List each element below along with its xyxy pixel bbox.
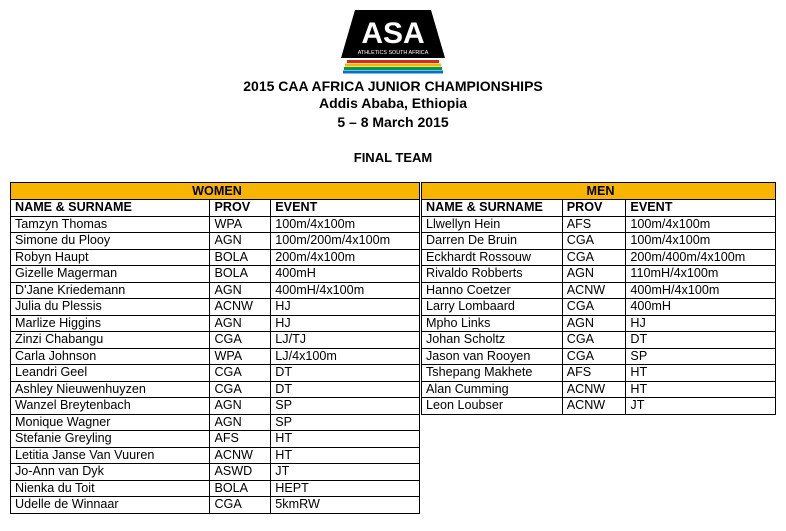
logo-stripe bbox=[344, 67, 442, 70]
women-table bbox=[10, 182, 420, 514]
men-row bbox=[422, 381, 776, 398]
athlete-name: Monique Wagner bbox=[11, 414, 210, 431]
athlete-name: Eckhardt Rossouw bbox=[422, 249, 563, 266]
men-row bbox=[422, 398, 776, 415]
athlete-name: Darren De Bruin bbox=[422, 233, 563, 250]
women-row bbox=[11, 414, 420, 431]
athlete-name: Julia du Plessis bbox=[11, 299, 210, 316]
athlete-prov: ACNW bbox=[562, 282, 626, 299]
athlete-event: 100m/4x100m bbox=[626, 216, 776, 233]
athlete-prov: AGN bbox=[210, 414, 271, 431]
athlete-event: HJ bbox=[626, 315, 776, 332]
men-row bbox=[422, 266, 776, 283]
women-col-name: NAME & SURNAME bbox=[11, 200, 210, 217]
athlete-prov: AGN bbox=[210, 233, 271, 250]
athlete-name: Wanzel Breytenbach bbox=[11, 398, 210, 415]
athlete-name: Letitia Janse Van Vuuren bbox=[11, 447, 210, 464]
athlete-prov: WPA bbox=[210, 348, 271, 365]
athlete-prov: CGA bbox=[562, 348, 626, 365]
athlete-name: Larry Lombaard bbox=[422, 299, 563, 316]
athlete-prov: BOLA bbox=[210, 266, 271, 283]
dates: 5 – 8 March 2015 bbox=[337, 114, 449, 130]
athlete-name: Nienka du Toit bbox=[11, 480, 210, 497]
athlete-prov: AGN bbox=[562, 315, 626, 332]
athlete-event: 400mH/4x100m bbox=[271, 282, 420, 299]
athlete-event: JT bbox=[626, 398, 776, 415]
women-col-prov: PROV bbox=[210, 200, 271, 217]
logo-subtitle: ATHLETICS SOUTH AFRICA bbox=[357, 50, 429, 56]
women-row bbox=[11, 282, 420, 299]
athlete-name: Tamzyn Thomas bbox=[11, 216, 210, 233]
women-rows bbox=[11, 216, 420, 513]
athlete-prov: AGN bbox=[562, 266, 626, 283]
logo-stripe bbox=[343, 71, 443, 74]
athlete-name: Carla Johnson bbox=[11, 348, 210, 365]
women-row bbox=[11, 233, 420, 250]
women-row bbox=[11, 431, 420, 448]
athlete-prov: CGA bbox=[210, 497, 271, 514]
athlete-prov: CGA bbox=[210, 332, 271, 349]
athlete-event: SP bbox=[271, 398, 420, 415]
asa-logo bbox=[341, 10, 445, 78]
athlete-event: HEPT bbox=[271, 480, 420, 497]
men-row bbox=[422, 315, 776, 332]
athlete-name: Gizelle Magerman bbox=[11, 266, 210, 283]
athlete-prov: ACNW bbox=[210, 299, 271, 316]
athlete-event: LJ/TJ bbox=[271, 332, 420, 349]
athlete-prov: ACNW bbox=[562, 398, 626, 415]
men-section-header: MEN bbox=[422, 183, 776, 200]
athlete-name: Llwellyn Hein bbox=[422, 216, 563, 233]
women-row bbox=[11, 447, 420, 464]
athlete-name: Stefanie Greyling bbox=[11, 431, 210, 448]
men-row bbox=[422, 233, 776, 250]
athlete-prov: BOLA bbox=[210, 480, 271, 497]
athlete-event: 200m/4x100m bbox=[271, 249, 420, 266]
athlete-name: D'Jane Kriedemann bbox=[11, 282, 210, 299]
athlete-prov: AFS bbox=[562, 216, 626, 233]
athlete-event: 100m/200m/4x100m bbox=[271, 233, 420, 250]
women-row bbox=[11, 299, 420, 316]
athlete-event: 100m/4x100m bbox=[626, 233, 776, 250]
athlete-event: DT bbox=[271, 365, 420, 382]
athlete-name: Ashley Nieuwenhuyzen bbox=[11, 381, 210, 398]
athlete-prov: CGA bbox=[562, 332, 626, 349]
women-row bbox=[11, 216, 420, 233]
athlete-event: HT bbox=[271, 431, 420, 448]
athlete-event: DT bbox=[626, 332, 776, 349]
athlete-name: Simone du Plooy bbox=[11, 233, 210, 250]
athlete-prov: BOLA bbox=[210, 249, 271, 266]
athlete-name: Mpho Links bbox=[422, 315, 563, 332]
athlete-prov: AFS bbox=[562, 365, 626, 382]
athlete-name: Leon Loubser bbox=[422, 398, 563, 415]
logo-stripe bbox=[342, 74, 444, 77]
athlete-name: Jo-Ann van Dyk bbox=[11, 464, 210, 481]
logo-flag-stripes bbox=[342, 60, 444, 77]
athlete-event: HJ bbox=[271, 299, 420, 316]
athlete-event: 5kmRW bbox=[271, 497, 420, 514]
women-row bbox=[11, 348, 420, 365]
men-row bbox=[422, 332, 776, 349]
women-row bbox=[11, 332, 420, 349]
athlete-event: 100m/4x100m bbox=[271, 216, 420, 233]
athlete-event: DT bbox=[271, 381, 420, 398]
athlete-event: 400mH/4x100m bbox=[626, 282, 776, 299]
men-rows bbox=[422, 216, 776, 414]
athlete-event: JT bbox=[271, 464, 420, 481]
women-row bbox=[11, 249, 420, 266]
athlete-event: 400mH bbox=[271, 266, 420, 283]
athlete-prov: ACNW bbox=[562, 381, 626, 398]
men-row bbox=[422, 282, 776, 299]
athlete-name: Udelle de Winnaar bbox=[11, 497, 210, 514]
logo-stripe bbox=[345, 64, 441, 67]
athlete-prov: ACNW bbox=[210, 447, 271, 464]
athlete-event: HT bbox=[271, 447, 420, 464]
athlete-prov: CGA bbox=[210, 381, 271, 398]
women-row bbox=[11, 464, 420, 481]
women-row bbox=[11, 365, 420, 382]
athlete-name: Hanno Coetzer bbox=[422, 282, 563, 299]
logo-stripe bbox=[347, 60, 439, 63]
athlete-prov: AGN bbox=[210, 315, 271, 332]
women-col-event: EVENT bbox=[271, 200, 420, 217]
men-col-event: EVENT bbox=[626, 200, 776, 217]
men-col-name: NAME & SURNAME bbox=[422, 200, 563, 217]
athlete-prov: AFS bbox=[210, 431, 271, 448]
logo-letters: ASA bbox=[361, 17, 425, 50]
athlete-name: Rivaldo Robberts bbox=[422, 266, 563, 283]
athlete-prov: CGA bbox=[562, 249, 626, 266]
athlete-prov: ASWD bbox=[210, 464, 271, 481]
athlete-event: 200m/400m/4x100m bbox=[626, 249, 776, 266]
athlete-event: HT bbox=[626, 365, 776, 382]
men-table bbox=[421, 182, 776, 415]
athlete-event: LJ/4x100m bbox=[271, 348, 420, 365]
athlete-name: Robyn Haupt bbox=[11, 249, 210, 266]
athlete-name: Alan Cumming bbox=[422, 381, 563, 398]
athlete-event: SP bbox=[271, 414, 420, 431]
women-row bbox=[11, 315, 420, 332]
athlete-event: SP bbox=[626, 348, 776, 365]
women-section-header: WOMEN bbox=[11, 183, 420, 200]
athlete-event: 400mH bbox=[626, 299, 776, 316]
athlete-name: Tshepang Makhete bbox=[422, 365, 563, 382]
women-row bbox=[11, 381, 420, 398]
athlete-name: Jason van Rooyen bbox=[422, 348, 563, 365]
athlete-prov: CGA bbox=[562, 299, 626, 316]
men-row bbox=[422, 299, 776, 316]
men-row bbox=[422, 365, 776, 382]
final-team-label: FINAL TEAM bbox=[353, 150, 433, 165]
athlete-prov: CGA bbox=[562, 233, 626, 250]
page-title: 2015 CAA AFRICA JUNIOR CHAMPIONSHIPS bbox=[243, 78, 543, 94]
men-row bbox=[422, 249, 776, 266]
athlete-prov: AGN bbox=[210, 282, 271, 299]
athlete-event: 110mH/4x100m bbox=[626, 266, 776, 283]
athlete-name: Marlize Higgins bbox=[11, 315, 210, 332]
athlete-event: HT bbox=[626, 381, 776, 398]
athlete-prov: WPA bbox=[210, 216, 271, 233]
men-row bbox=[422, 348, 776, 365]
athlete-prov: CGA bbox=[210, 365, 271, 382]
athlete-name: Zinzi Chabangu bbox=[11, 332, 210, 349]
women-row bbox=[11, 480, 420, 497]
athlete-prov: AGN bbox=[210, 398, 271, 415]
location: Addis Ababa, Ethiopia bbox=[318, 95, 468, 111]
women-row bbox=[11, 497, 420, 514]
athlete-name: Johan Scholtz bbox=[422, 332, 563, 349]
athlete-event: HJ bbox=[271, 315, 420, 332]
men-col-prov: PROV bbox=[562, 200, 626, 217]
women-row bbox=[11, 398, 420, 415]
athlete-name: Leandri Geel bbox=[11, 365, 210, 382]
men-row bbox=[422, 216, 776, 233]
women-row bbox=[11, 266, 420, 283]
